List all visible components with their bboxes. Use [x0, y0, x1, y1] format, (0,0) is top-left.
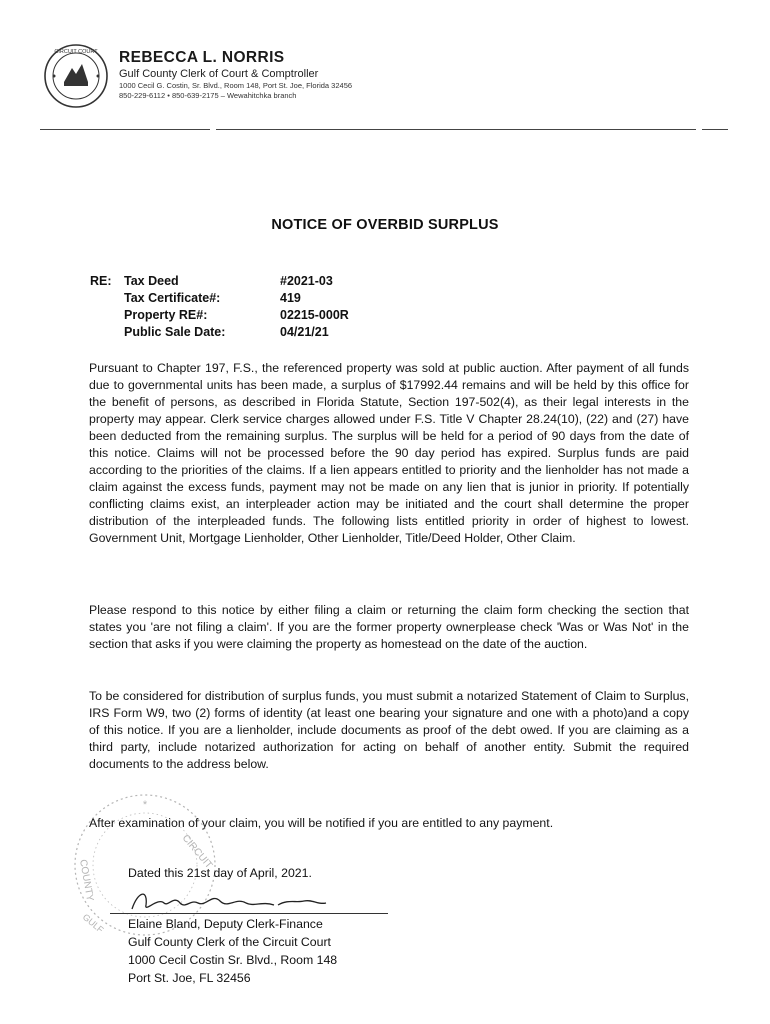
- clerk-title: Gulf County Clerk of Court & Comptroller: [119, 68, 319, 80]
- re-key: Property RE#:: [124, 308, 208, 322]
- svg-text:*: *: [142, 799, 148, 811]
- re-value: 419: [280, 291, 301, 305]
- paragraph-requirements: To be considered for distribution of surplus funds, you must submit a notarized Statement of Claim to Surplus, IRS Form W9, two (2) forms of identity (at least one bearing your signature and one with a photo)and a copy of this notice. If you are a lienholder, include documents as proof of the debt owed. If you are claiming as a third party, include notarized authorization for acting on behalf of another entity. Submit the required documents to the address below.: [89, 689, 689, 771]
- header-divider: [216, 129, 696, 130]
- re-key: Tax Deed: [124, 274, 179, 288]
- re-label: RE:: [90, 274, 112, 288]
- re-row-tax-certificate: [124, 291, 424, 309]
- re-value: 04/21/21: [280, 325, 329, 339]
- re-key: Public Sale Date:: [124, 325, 226, 339]
- re-row-public-sale-date: [124, 325, 424, 343]
- header-divider: [40, 129, 210, 130]
- signer-office: Gulf County Clerk of the Circuit Court: [128, 935, 331, 949]
- clerk-name: REBECCA L. NORRIS: [119, 49, 285, 66]
- seal-lettering: CIRCUIT COURT: [54, 49, 98, 55]
- re-value: 02215-000R: [280, 308, 349, 322]
- letterhead: [119, 49, 352, 100]
- signer-city: Port St. Joe, FL 32456: [128, 971, 251, 985]
- clerk-address: 1000 Cecil G. Costin, Sr. Blvd., Room 148, Port St. Joe, Florida 32456: [119, 81, 353, 90]
- signature-line: [110, 913, 388, 914]
- paragraph-respond: Please respond to this notice by either filing a claim or returning the claim form checking the section that states you 'are not filing a claim'. If you are the former property ownerplease check 'Was or Was Not' in the section that asks if you were claiming the property as homestead on the date of the auction.: [89, 603, 689, 651]
- paragraph-surplus-terms: Pursuant to Chapter 197, F.S., the referenced property was sold at public auction. After payment of all funds due to governmental units has been made, a surplus of $17992.44 remains and will be held by this office for the benefit of persons, as described in Florida Statute, Section 197-502(4), as their legal interests in the property may appear. Clerk service charges allowed under F.S. Title V Chapter 28.24(10), (22) and (27) have been deducted from the remaining surplus. The surplus will be held for a period of 90 days from the date of this notice. Claims will not be processed before the 90 day period has expired. Surplus funds are paid according to the priorities of the claims. If a lien appears entitled to priority and the lienholder has not made a claim against the excess funds, payment may not be made on any lien that is junior in priority. If potentially conflicting claims exist, an interpleader action may be initiated and the court shall determine the proper distribution of the interpleaded funds. The following lists entitled priority in order of highest to lowest. Government Unit, Mortgage Lienholder, Other Lienholder, Title/Deed Holder, Other Claim.: [89, 361, 689, 545]
- clerk-phone: 850-229-6112 • 850-639-2175 – Wewahitchka branch: [119, 91, 297, 100]
- stamp-lettering: CIRCUIT: [179, 832, 215, 872]
- re-value: #2021-03: [280, 274, 333, 288]
- signer-address: 1000 Cecil Costin Sr. Blvd., Room 148: [128, 953, 338, 967]
- stamp-lettering: COUNTY: [77, 858, 96, 903]
- re-key: Tax Certificate#:: [124, 291, 221, 305]
- paragraph-notification: After examination of your claim, you will be notified if you are entitled to any payment.: [89, 816, 554, 830]
- dated-line: Dated this 21st day of April, 2021.: [128, 866, 312, 880]
- signer-name: Elaine Bland, Deputy Clerk-Finance: [128, 917, 323, 931]
- notice-title: NOTICE OF OVERBID SURPLUS: [271, 217, 499, 233]
- re-row-tax-deed: [124, 274, 424, 292]
- stamp-lettering: GULF: [80, 911, 106, 935]
- clerk-seal-logo: [42, 42, 110, 110]
- header-divider: [702, 129, 728, 130]
- re-row-property-re: [124, 308, 424, 326]
